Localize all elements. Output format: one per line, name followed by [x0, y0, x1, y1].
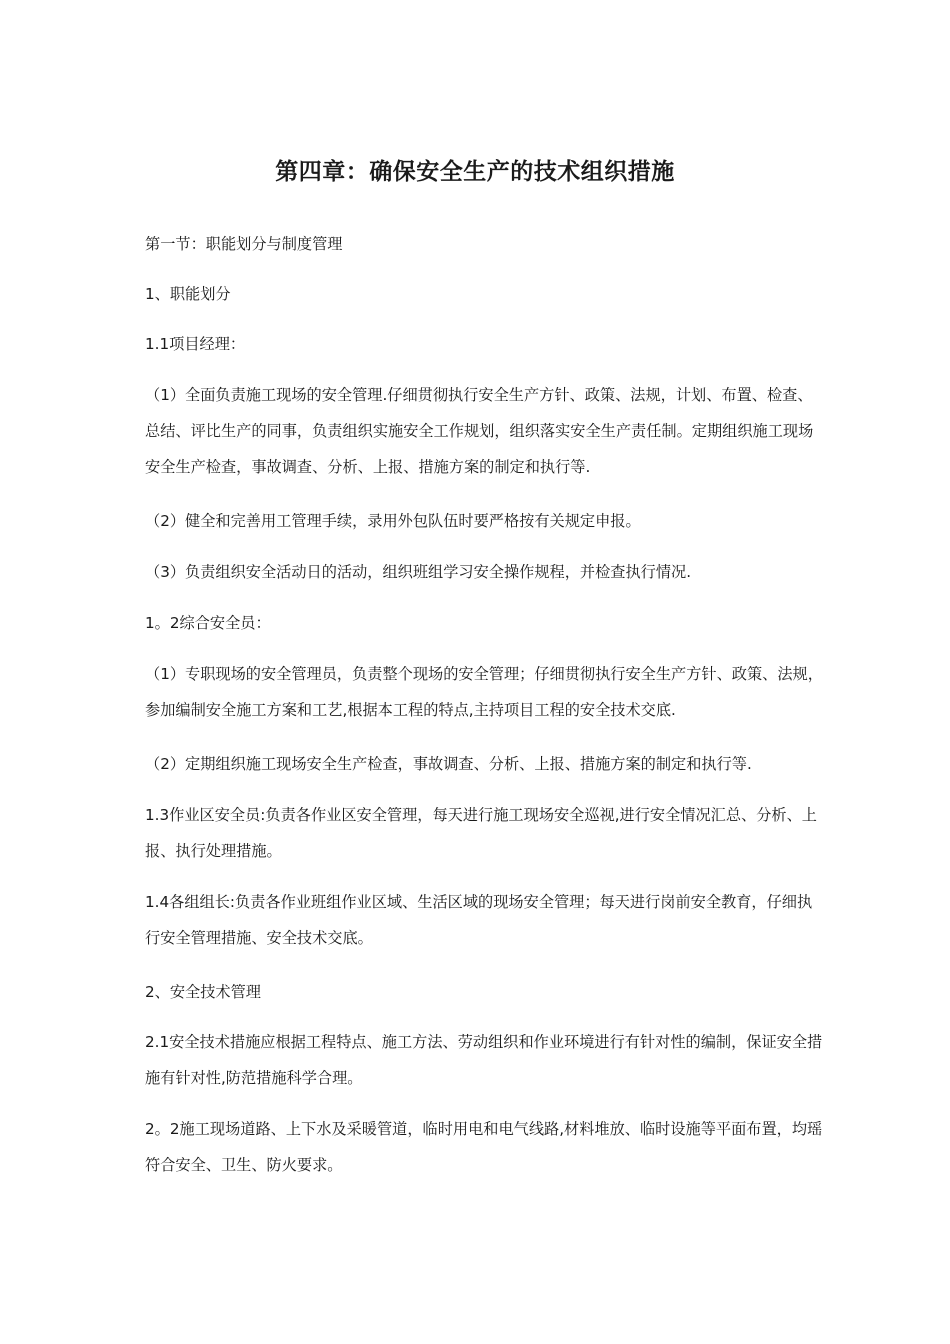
subsection-heading: 2、安全技术管理 [145, 983, 261, 1001]
item-heading: 1。2综合安全员： [145, 614, 271, 632]
paragraph: （2）健全和完善用工管理手续，录用外包队伍时要严格按有关规定申报。 [145, 512, 641, 530]
paragraph: （1）专职现场的安全管理员，负责整个现场的安全管理；仔细贯彻执行安全生产方针、政策、法规，参加编制安全施工方案和工艺,根据本工程的特点,主持项目工程的安全技术交底. [145, 665, 823, 719]
page-title: 第四章：确保安全生产的技术组织措施 [275, 159, 675, 185]
paragraph: 2.1安全技术措施应根据工程特点、施工方法、劳动组织和作业环境进行有针对性的编制，保证安全措施有针对性,防范措施科学合理。 [145, 1033, 823, 1087]
paragraph: 1.3作业区安全员:负责各作业区安全管理，每天进行施工现场安全巡视,进行安全情况汇总、分析、上报、执行处理措施。 [145, 806, 817, 860]
item-heading: 1.1项目经理： [145, 335, 246, 353]
paragraph: （3）负责组织安全活动日的活动，组织班组学习安全操作规程，并检查执行情况. [145, 563, 692, 581]
paragraph: 2。2施工现场道路、上下水及采暖管道，临时用电和电气线路,材料堆放、临时设施等平面布置，均瑶符合安全、卫生、防火要求。 [145, 1120, 823, 1174]
subsection-heading: 1、职能划分 [145, 285, 231, 303]
section-heading: 第一节：职能划分与制度管理 [145, 235, 343, 253]
paragraph: 1.4各组组长:负责各作业班组作业区域、生活区域的现场安全管理；每天进行岗前安全教育，仔细执行安全管理措施、安全技术交底。 [145, 893, 813, 947]
paragraph: （2）定期组织施工现场安全生产检查，事故调查、分析、上报、措施方案的制定和执行等. [145, 755, 752, 773]
paragraph: （1）全面负责施工现场的安全管理.仔细贯彻执行安全生产方针、政策、法规，计划、布置、检查、总结、评比生产的同事，负责组织实施安全工作规划，组织落实安全生产责任制。定期组织施工现场安全生产检查，事故调查、分析、上报、措施方案的制定和执行等. [145, 386, 814, 476]
